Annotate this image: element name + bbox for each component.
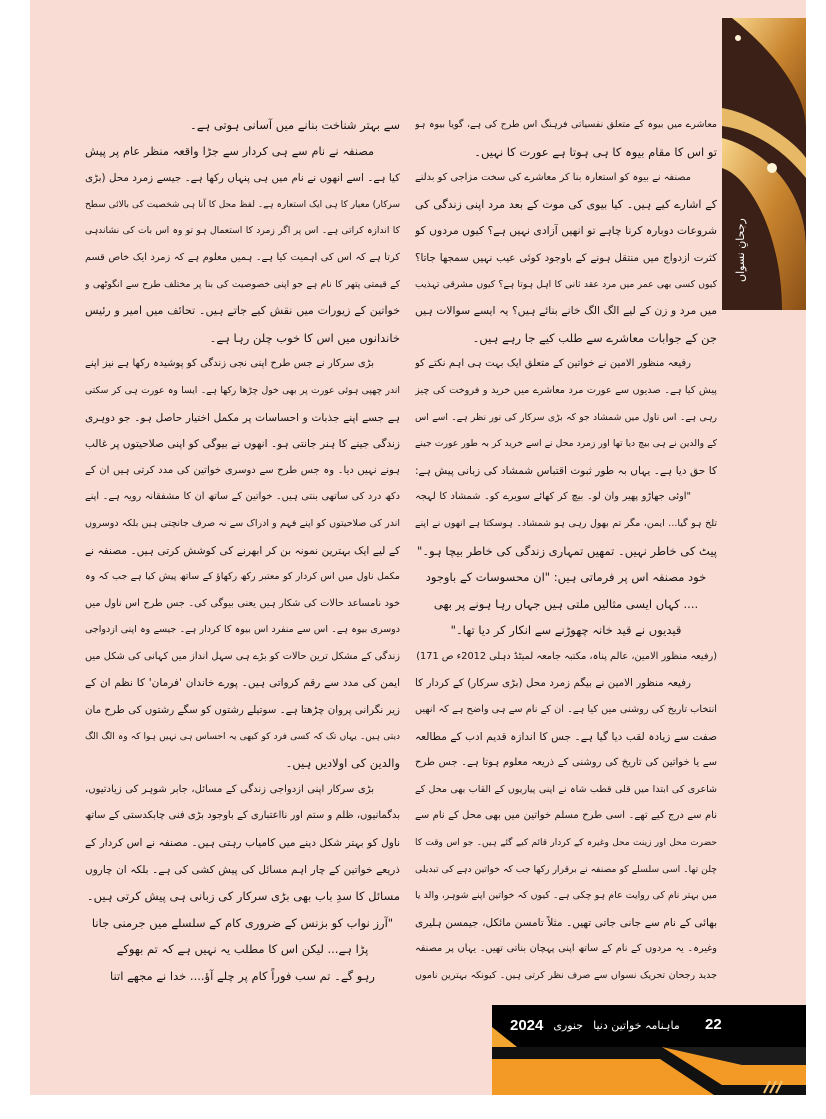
text-line: تلخ ہو گیا... ایمن، مگر تم بھول رہی ہو شمشاد۔ ہوسکتا ہے انھوں نے اپنے [415,517,717,529]
text-line: زندگی جینے کا ہنر جانتی ہو۔ انھوں نے بیوگی کو اپنی صلاحیتوں پر غالب [85,438,400,451]
text-line: میں بہتر نام کی روایت عام ہو چکی ہے۔ کیوں کہ خواتین اپنے شوہر، والد یا [415,890,717,902]
text-line: بڑی سرکار اپنی ازدواجی زندگی کے مسائل، جابر شوہر کی زیادتیوں، [85,783,374,795]
text-line: معاشرے میں بیوہ کے متعلق نفسیاتی فرہنگ اس طرح کی ہے، گویا بیوہ ہو [415,119,717,130]
text-line: پڑا ہے... لیکن اس کا مطلب یہ نہیں ہے کہ تم بھوکے [116,942,369,957]
text-line: کا اندازہ کراتی ہے۔ اس پر اگر زمرد کا استعمال ہو تو وہ اس بات کی نشاندہی [85,225,400,237]
footer-year: 2024 [510,1016,544,1034]
text-line: "آرز نواب کو بزنس کے ضروری کام کے سلسلے میں جرمنی جانا [91,915,394,930]
text-line: ایمن کی مدد سے رقم کرواتی ہیں۔ پورے خاندان 'فرمان' کا نظم ان کے [85,677,400,690]
text-line: اندر کی صلاحیتوں کو اپنے فہم و ادراک سے نہ صرف جانچتی ہیں بلکہ دوسروں [85,517,400,529]
text-line: کیا ہے۔ اسے انھوں نے نام میں ہی پنہاں رکھا ہے۔ جیسے زمرد محل (بڑی [85,172,400,185]
article-column-right [415,112,717,990]
text-line: کے اشارے کیے ہیں۔ کیا بیوی کی موت کے بعد مرد اپنی زندگی کی [415,197,717,211]
text-line: رفیعہ منظور الامین نے بیگم زمرد محل (بڑی سرکار) کے کردار کا [415,677,691,690]
text-line: والدین کی اولادیں ہیں۔ [285,756,400,771]
article-column-left [85,112,400,990]
text-line: "اوئی جھاڑو پھیر وان لو۔ بیچ کر کھائے سویرے کو۔ شمشاد کا لہجہ [415,491,691,503]
text-line: زیر نگرانی پروان چڑھتا ہے۔ سوتیلے رشتوں کو سگے رشتوں کی طرح مان [85,704,400,717]
text-line: مصنفہ نے نام سے ہی کردار سے جڑا واقعہ منظر عام پر پیش [85,144,374,158]
text-line: تو اس کا مقام بیوہ کا ہی ہوتا ہے عورت کا نہیں۔ [474,144,717,159]
text-line: پیش کیا ہے۔ صدیوں سے عورت مرد معاشرے میں خرید و فروخت کی چیز [415,384,717,396]
text-line: خواتین کے زیورات میں نقش کیے جاتے ہیں۔ تحائف میں امیر و رئیس [85,304,400,318]
text-line: قیدیوں نے قید خانہ چھوڑنے سے انکار کر دیا تھا۔" [450,623,682,638]
text-line: دکھ درد کی ساتھی بنتی ہیں۔ خواتین کے ساتھ ان کا مشفقانہ رویہ ہے۔ اپنے [85,491,400,503]
text-line: کے قیمتی پتھر کا نام ہے جو اپنی خصوصیت کی بنا پر مختلف طرح سے انگوٹھی و [85,278,400,290]
citation: (رفیعہ منظور الامین، عالم پناہ، مکتبہ جامعہ لمیٹڈ دہلی 2012ء ص 171) [416,650,717,662]
text-line: کے والدین نے ہی بیچ دیا تھا اور زمرد محل نے اسے خرید کر بہ طور عورت جینے [415,438,717,450]
text-line: زندگی کے مشکل ترین حالات کو بڑے ہی سہل انداز میں کہانی کی شکل میں [85,650,400,662]
text-line: کیوں کسی بھی عمر میں مرد عقد ثانی کا اہل ہوتا ہے؟ کیوں مشرقی تہذیب [415,278,717,290]
footer-info [510,1013,720,1037]
text-line: ذریعے خواتین کے چار اہم مسائل کی پیش کشی کی ہے۔ بلکہ ان چاروں [85,863,400,876]
text-line: خاندانوں میں اس کا خوب چلن رہا ہے۔ [209,330,400,345]
text-line: رہو گے۔ تم سب فوراً کام پر چلے آؤ.... خدا نے مجھے اتنا [110,969,375,983]
text-line: کے لیے ایک بہترین نمونہ بن کر ابھرنے کی کوشش کرتی ہیں۔ مصنفہ نے [85,544,400,557]
text-line: پیٹ کی خاطر نہیں۔ تمھیں تمہاری زندگی کی خاطر بیچا ہو۔" [417,543,717,558]
text-line: بڑی سرکار نے جس طرح اپنی نجی زندگی کو پوشیدہ رکھا ہے نیز اپنے [85,358,374,370]
text-line: اندر چھپی ہوئی عورت پر بھی خول چڑھا رکھا ہے۔ ایسا وہ عورت ہی کر سکتی [85,384,400,396]
footer-month: جنوری [553,1018,584,1032]
section-label: رجحانِ نسواں [734,218,747,282]
text-line: ناول کو بہتر شکل دینے میں کامیاب رہتی ہیں۔ مصنفہ نے اس کردار کے [85,837,400,850]
text-line: وغیرہ۔ یہ مردوں کے نام کے ساتھ اپنی پہچان بناتی تھیں۔ یہاں پر مصنفہ [415,943,717,955]
text-line: حضرت محل اور زینت محل وغیرہ کے کردار قائم کیے گئے ہیں۔ جو اس وقت کا [415,838,717,849]
text-line: شاعری کی ابتدا میں قلی قطب شاہ نے اپنی پیاریوں کے القاب بھی محل کے [415,783,717,795]
text-line: مسائل کا سدِ باب بھی بڑی سرکار کی زبانی ہی پیش کرتی ہیں۔ [86,889,400,904]
text-line: صفت سے زیادہ لقب دیا گیا ہے۔ جس کا اندازہ قدیم ادب کے مطالعہ [415,730,717,743]
text-line: ہے جسے اپنے جذبات و احساسات پر مکمل اختیار حاصل ہو۔ جو دوہری [85,411,400,424]
text-line: بدگمانیوں، ظلم و ستم اور نااعتباری کے باوجود بڑی فنی چابکدستی کے ساتھ [85,810,400,822]
text-line: رفیعہ منظور الامین نے خواتین کے متعلق ایک بہت ہی اہم نکتے کو [415,358,691,370]
text-line: سے یا خواتین کی تاریخ کی روشنی کے ذریعہ معلوم ہوتا ہے۔ جس طرح [415,757,717,769]
text-line: مصنفہ نے بیوہ کو استعارہ بنا کر معاشرے کی سخت مزاجی کو بدلنے [415,172,691,184]
text-line: کرتا ہے کہ اس کی اہمیت کیا ہے۔ ہمیں معلوم ہے کہ زمرد ایک خاص قسم [85,251,400,263]
text-line: ہونے نہیں دیا۔ وہ جس طرح سے دوسری خواتین کی مدد کرتی ہیں ان کے [85,464,400,476]
text-line: چلن تھا۔ اسی سلسلے کو مصنفہ نے برقرار رکھا جب کہ خواتین دہے کی تبدیلی [415,863,717,875]
text-line: میں مرد و زن کے لیے الگ الگ خانے بنائے ہیں؟ یہ ایسے سوالات ہیں [415,304,717,318]
page-number: 22 [705,1016,722,1033]
text-line: سے بہتر شناخت بنانے میں آسانی ہوتی ہے۔ [189,118,400,132]
text-line: جدید رجحان تحریک نسواں سے صرف نظر کرتی ہیں۔ کیونکہ بہترین ناموں [415,970,717,981]
text-line: خود نامساعد حالات کی شکار ہیں یعنی بیوگی کی۔ جس طرح اس ناول میں [85,597,400,609]
text-line: شروعات دوبارہ کرنا چاہے تو انھیں آزادی نہیں ہے؟ کیوں مردوں کو [415,224,717,238]
text-line: بھائی کے نام سے جانی جاتی تھیں۔ مثلاً تامسن مائکل، جیمسن ہلیری [415,916,717,929]
text-line: رہی ہے۔ اس ناول میں شمشاد جو کہ بڑی سرکار کی نور نظر ہے۔ اسے اس [415,411,717,423]
text-line: سرکار) معیار کا ہی ایک استعارہ ہے۔ لفظ محل کا آنا ہی شخصیت کی بالائی سطح [85,199,400,210]
text-line: .... کہاں ایسی مثالیں ملتی ہیں جہاں رہا ہونے پر بھی [433,596,699,611]
text-line: دوسری بیوہ ہے۔ اس سے منفرد اس بیوہ کا کردار ہے۔ جیسے وہ اپنی ازدواجی [85,624,400,636]
text-line: نام سے درج کیے تھے۔ اسی طرح مسلم خواتین میں بھی محل کے نام سے [415,810,717,822]
footer-magazine-name: ماہنامہ خواتین دنیا [593,1018,680,1032]
text-line: انتخاب تاریخ کی روشنی میں کیا ہے۔ ان کے نام سے ہی واضح ہے کہ انھیں [415,704,717,716]
text-line: جن کے جوابات معاشرے سے طلب کیے جا رہے ہیں۔ [472,330,717,345]
text-line: کثرت ازدواج میں منتقل ہونے کے باوجود کوئی عیب نہیں سمجھا جاتا؟ [415,251,717,264]
text-line: مکمل ناول میں اس کردار کو معتبر رکھ رکھاؤ کے ساتھ پیش کیا ہے جب کہ وہ [85,571,400,583]
text-line: دیتی ہیں۔ یہاں تک کہ کسی فرد کو کبھی یہ احساس ہی نہیں ہوا کہ وہ الگ الگ [85,731,400,742]
text-line: کا حق دیا ہے۔ یہاں بہ طور ثبوت اقتباس شمشاد کی زبانی پیش ہے: [415,464,717,477]
text-line: خود مصنفہ اس پر فرماتی ہیں: "ان محسوسات کے باوجود [425,570,707,585]
